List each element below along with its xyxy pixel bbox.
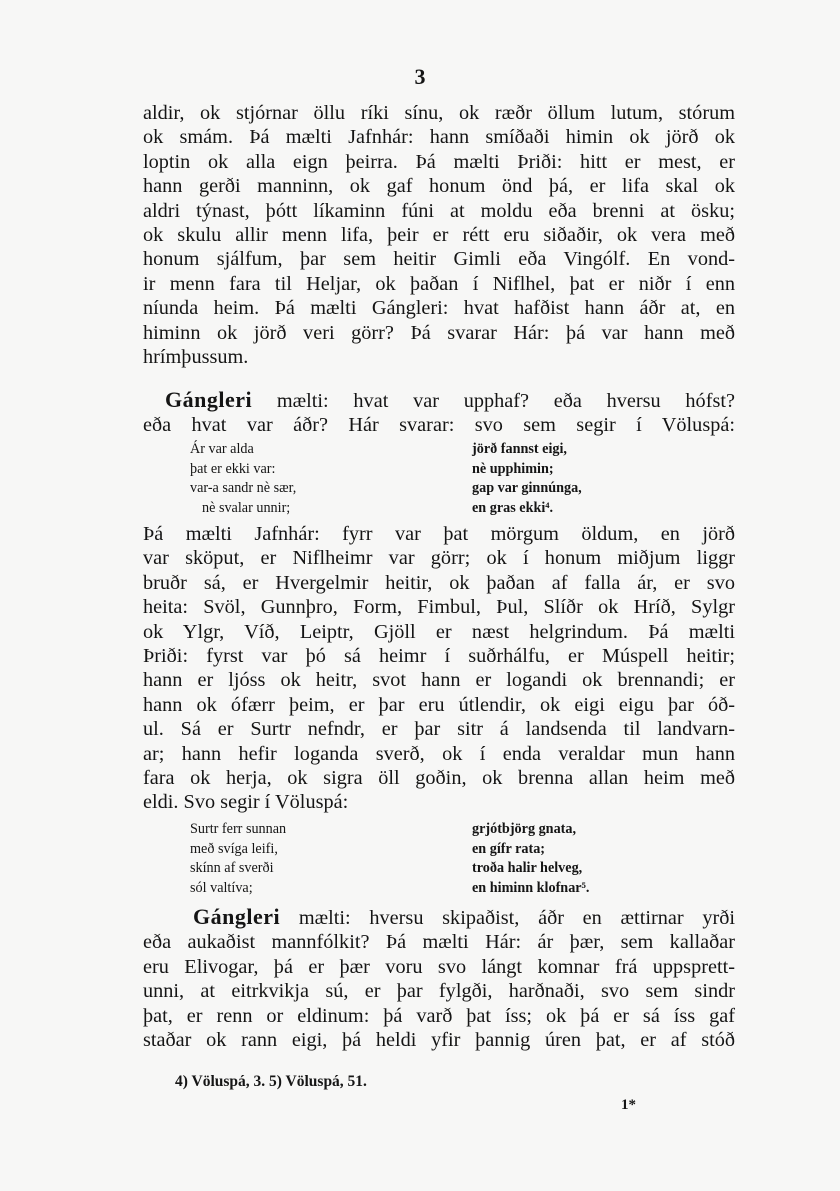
text-line: himinn ok jörð veri görr? Þá svarar Hár: þá var hann með: [143, 321, 735, 344]
poem-line: en himinn klofnar⁵.: [472, 880, 590, 897]
text-line: aldri týnast, þótt líkaminn fúni at moldu eða brenni at ösku;: [143, 199, 735, 222]
text-line: [143, 388, 735, 413]
text-line: unni, at eitrkvikja sú, er þar fylgði, harðnaði, svo sem sindr: [143, 980, 735, 1003]
poem-line: með svíga leifi,: [190, 840, 278, 857]
poem-line: þat er ekki var:: [190, 460, 276, 477]
text-line: heita: Svöl, Gunnþro, Form, Fimbul, Þul, Slíðr ok Hríð, Sylgr: [143, 596, 735, 619]
poem-2-right-column: [472, 820, 589, 899]
poem-line: gap var ginnúnga,: [472, 480, 582, 497]
poem-line: en gras ekki⁴.: [472, 500, 554, 517]
poem-1-right-column: [472, 440, 582, 519]
text-line: Þriði: fyrst var þó sá heimr í suðrhálfu, er Múspell heitir;: [143, 645, 735, 668]
text-fragment: mælti: hversu skipaðist, áðr en ættirnar yrði: [298, 907, 735, 929]
text-line: ok skulu allir menn lifa, þeir er rétt eru siðaðir, ok vera með: [143, 224, 735, 247]
text-line: bruðr sá, er Hvergelmir heitir, ok þaðan af falla ár, er svo: [143, 571, 735, 594]
text-line: ir menn fara til Heljar, ok þaðan í Niflhel, þat er niðr í enn: [143, 272, 735, 295]
text-line: var sköput, er Niflheimr var görr; ok í honum miðjum liggr: [143, 547, 735, 570]
text-line: honum sjálfum, þar sem heitir Gimli eða Vingólf. En vond-: [143, 248, 735, 271]
text-fragment: mælti: hvat var upphaf? eða hversu hófst?: [276, 390, 735, 412]
text-line: hrímþussum.: [143, 346, 249, 369]
text-line: ok smám. Þá mælti Jafnhár: hann smíðaði himin ok jörð ok: [143, 126, 735, 149]
poem-line: en gífr rata;: [472, 840, 546, 857]
paragraph-2: [143, 388, 735, 438]
poem-line: jörð fannst eigi,: [472, 441, 567, 457]
text-line: ok Ylgr, Víð, Leiptr, Gjöll er næst helgrindum. Þá mælti: [143, 620, 735, 643]
text-line: Þá mælti Jafnhár: fyrr var þat mörgum öldum, en jörð: [143, 523, 735, 545]
speaker-name: Gángleri: [193, 904, 281, 929]
text-line: staðar ok rann eigi, þá heldi yfir þannig úren þat, er af stóð: [143, 1029, 735, 1052]
poem-line: var-a sandr nè sær,: [190, 480, 297, 497]
poem-line: Ár var alda: [190, 441, 254, 457]
page-number: 3: [414, 64, 426, 89]
poem-line: nè svalar unnir;: [202, 500, 291, 517]
text-line: eru Elivogar, þá er þær voru svo lángt komnar frá uppsprett-: [143, 955, 735, 978]
text-line: eða hvat var áðr? Hár svarar: svo sem segir í Völuspá:: [143, 414, 735, 437]
footnotes: 4) Völuspá, 3. 5) Völuspá, 51.: [175, 1073, 367, 1090]
paragraph-3: [143, 522, 735, 815]
poem-2-left-column: [190, 820, 286, 899]
text-line: loptin ok alla eign þeirra. Þá mælti Þriði: hitt er mest, er: [143, 150, 735, 173]
text-line: eða aukaðist mannfólkit? Þá mælti Hár: ár þær, sem kallaðar: [143, 931, 735, 954]
text-line: ar; hann hefir loganda sverð, ok í enda veraldar mun hann: [143, 742, 735, 765]
text-line: aldir, ok stjórnar öllu ríki sínu, ok ræðr öllum lutum, stórum: [143, 102, 735, 124]
poem-line: nè upphimin;: [472, 460, 554, 477]
text-line: ul. Sá er Surtr nefndr, er þar sitr á landsenda til landvarn-: [143, 718, 735, 741]
poem-line: skínn af sverði: [190, 860, 274, 877]
text-line: [143, 905, 735, 930]
paragraph-4: [143, 905, 735, 1052]
text-line: þat, er renn or eldinum: þá varð þat íss; ok þá er sá íss gaf: [143, 1004, 735, 1027]
text-line: eldi. Svo segir í Völuspá:: [143, 791, 349, 814]
text-line: fara ok herja, ok sigra öll goðin, ok brenna allan heim með: [143, 767, 735, 790]
poem-1-left-column: [190, 440, 296, 519]
text-line: hann ok ófærr þeim, er þar eru útlendir, ok eigi eigu þar óð-: [143, 693, 735, 716]
text-line: hann er ljóss ok heitr, svot hann er logandi ok brennandi; er: [143, 669, 735, 692]
poem-line: sól valtíva;: [190, 880, 253, 897]
text-line: níunda heim. Þá mælti Gángleri: hvat hafðist hann áðr at, en: [143, 297, 735, 320]
poem-line: Surtr ferr sunnan: [190, 821, 287, 837]
poem-line: grjótbjörg gnata,: [472, 821, 577, 837]
speaker-name: Gángleri: [165, 387, 253, 412]
poem-line: troða halir helveg,: [472, 860, 583, 877]
signature-mark: 1*: [621, 1097, 636, 1113]
text-line: hann gerði manninn, ok gaf honum önd þá, er lifa skal ok: [143, 175, 735, 198]
paragraph-1: [143, 101, 735, 369]
